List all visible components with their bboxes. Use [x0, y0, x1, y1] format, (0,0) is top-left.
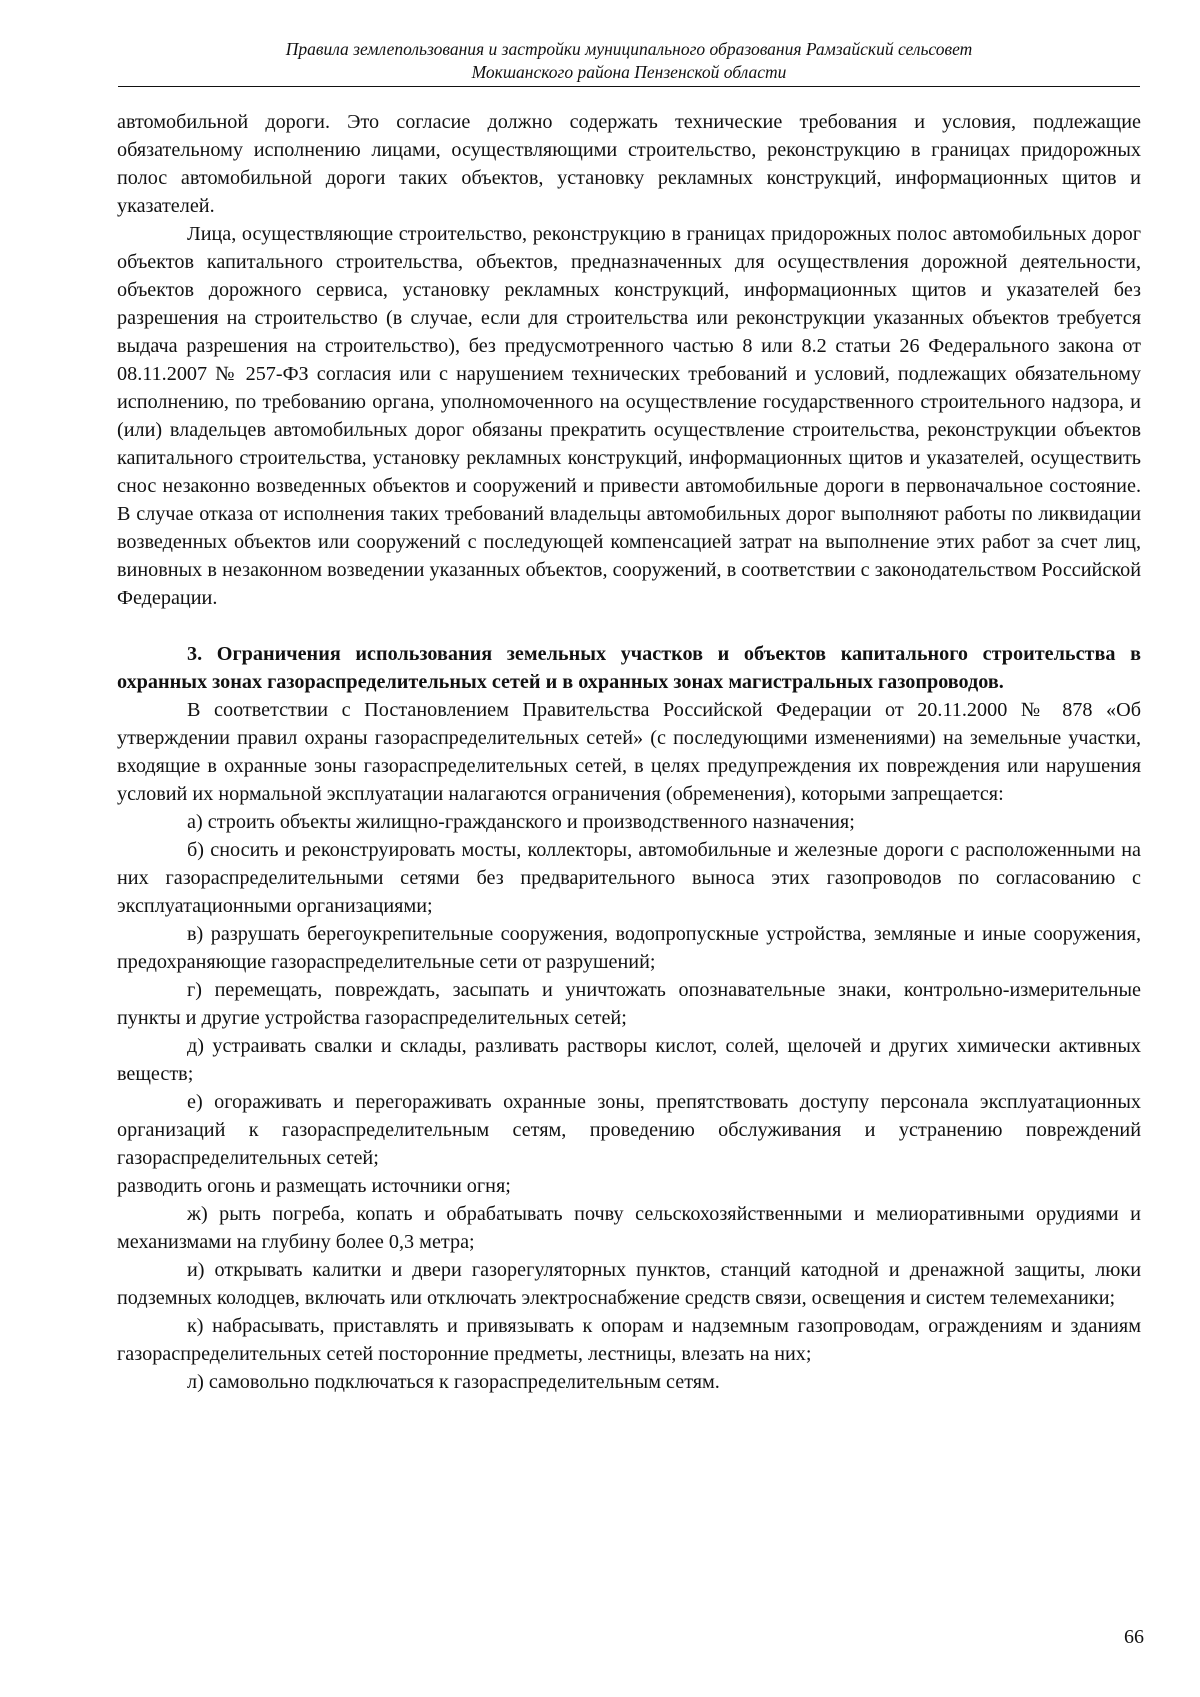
page-number: 66: [1124, 1626, 1144, 1648]
list-item: а) строить объекты жилищно-гражданского и производственного назначения;: [187, 811, 855, 833]
running-header: [118, 38, 1140, 84]
paragraph: автомобильной дороги. Это согласие должно содержать технические требования и условия, подлежащие обязательному исполнению лицами, осуществляющими строительство, реконструкцию в границах придорожных полос автомобильной дороги таких объектов, установку рекламных конструкций, информационных щитов и указателей.: [117, 111, 1141, 217]
paragraph: В соответствии с Постановлением Правительства Российской Федерации от 20.11.2000 № 878 «Об утверждении правил охраны газораспределительных сетей» (с последующими изменениями) на земельные участки, входящие в охранные зоны газораспределительных сетей, в целях предупреждения их повреждения или нарушения условий их нормальной эксплуатации налагаются ограничения (обременения), которыми запрещается:: [117, 699, 1141, 805]
list-item: ж) рыть погреба, копать и обрабатывать почву сельскохозяйственными и мелиоративными орудиями и механизмами на глубину более 0,3 метра;: [117, 1203, 1141, 1253]
list-item: разводить огонь и размещать источники огня;: [117, 1175, 511, 1197]
header-line-1: Правила землепользования и застройки муниципального образования Рамзайский сельсовет: [285, 39, 973, 59]
list-item: е) огораживать и перегораживать охранные зоны, препятствовать доступу персонала эксплуатационных организаций к газораспределительным сетям, проведению обслуживания и устранению повреждений газораспределительных сетей;: [117, 1091, 1141, 1169]
list-item: к) набрасывать, приставлять и привязывать к опорам и надземным газопроводам, ограждениям и зданиям газораспределительных сетей посторонние предметы, лестницы, влезать на них;: [117, 1315, 1141, 1365]
paragraph: Лица, осуществляющие строительство, реконструкцию в границах придорожных полос автомобильных дорог объектов капитального строительства, объектов, предназначенных для осуществления дорожной деятельности, объектов дорожного сервиса, установку рекламных конструкций, информационных щитов и указателей без разрешения на строительство (в случае, если для строительства или реконструкции указанных объектов требуется выдача разрешения на строительство), без предусмотренного частью 8 или 8.2 статьи 26 Федерального закона от 08.11.2007 № 257-ФЗ согласия или с нарушением технических требований и условий, подлежащих обязательному исполнению, по требованию органа, уполномоченного на осуществление государственного строительного надзора, и (или) владельцев автомобильных дорог обязаны прекратить осуществление строительства, реконструкции объектов капитального строительства, установку рекламных конструкций, информационных щитов и указателей, осуществить снос незаконно возведенных объектов и сооружений и привести автомобильные дороги в первоначальное состояние. В случае отказа от исполнения таких требований владельцы автомобильных дорог выполняют работы по ликвидации возведенных объектов или сооружений с последующей компенсацией затрат на выполнение этих работ за счет лиц, виновных в незаконном возведении указанных объектов, сооружений, в соответствии с законодательством Российской Федерации.: [117, 223, 1141, 609]
section-heading: 3. Ограничения использования земельных участков и объектов капитального строительства в охранных зонах газораспределительных сетей и в охранных зонах магистральных газопроводов.: [117, 643, 1141, 693]
list-item: б) сносить и реконструировать мосты, коллекторы, автомобильные и железные дороги с расположенными на них газораспределительными сетями без предварительного выноса этих газопроводов по согласованию с эксплуатационными организациями;: [117, 839, 1141, 917]
header-rule: [118, 86, 1140, 87]
list-item: д) устраивать свалки и склады, разливать растворы кислот, солей, щелочей и других химически активных веществ;: [117, 1035, 1141, 1085]
header-line-2: Мокшанского района Пензенской области: [471, 62, 787, 82]
list-item: г) перемещать, повреждать, засыпать и уничтожать опознавательные знаки, контрольно-измерительные пункты и другие устройства газораспределительных сетей;: [117, 979, 1141, 1029]
body-text: [117, 108, 1141, 1396]
list-item: в) разрушать берегоукрепительные сооружения, водопропускные устройства, земляные и иные сооружения, предохраняющие газораспределительные сети от разрушений;: [117, 923, 1141, 973]
list-item: л) самовольно подключаться к газораспределительным сетям.: [187, 1371, 720, 1393]
list-item: и) открывать калитки и двери газорегуляторных пунктов, станций катодной и дренажной защиты, люки подземных колодцев, включать или отключать электроснабжение средств связи, освещения и систем телемеханики;: [117, 1259, 1141, 1309]
